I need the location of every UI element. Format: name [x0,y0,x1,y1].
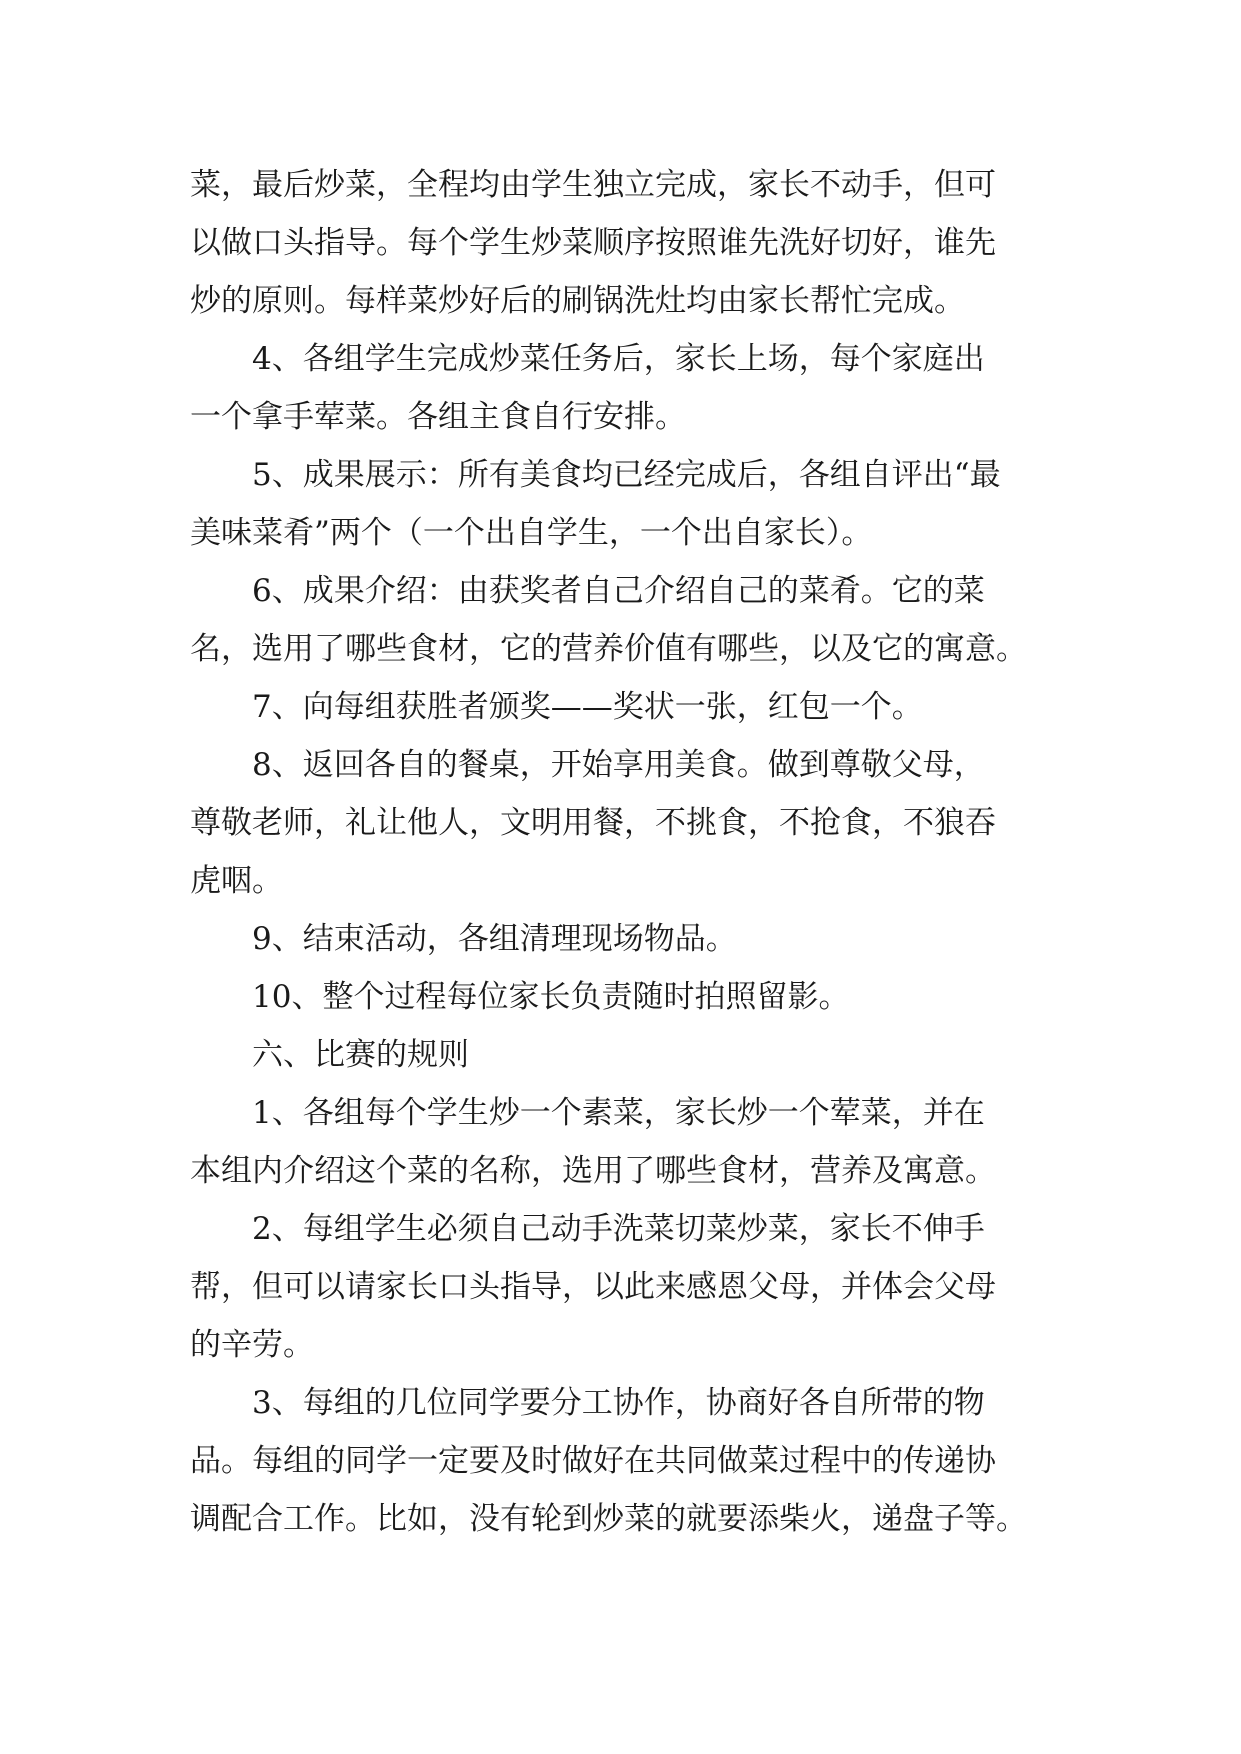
document-body [190,156,1050,1548]
text-line: 1、各组每个学生炒一个素菜，家长炒一个荤菜，并在 [190,1095,985,1131]
text-line: 6、成果介绍：由获奖者自己介绍自己的菜肴。它的菜 [190,573,985,609]
text-line: 虎咽。 [190,863,283,899]
text-line: 品。每组的同学一定要及时做好在共同做菜过程中的传递协 [190,1443,996,1479]
text-line: 的辛劳。 [190,1327,314,1363]
text-line: 以做口头指导。每个学生炒菜顺序按照谁先洗好切好，谁先 [190,225,996,261]
text-line: 美味菜肴”两个（一个出自学生，一个出自家长）。 [190,515,873,551]
text-line: 尊敬老师，礼让他人，文明用餐，不挑食，不抢食，不狼吞 [190,805,996,841]
text-line: 炒的原则。每样菜炒好后的刷锅洗灶均由家长帮忙完成。 [190,283,965,319]
text-line: 9、结束活动，各组清理现场物品。 [190,921,737,957]
section-heading: 六、比赛的规则 [190,1037,469,1073]
text-line: 8、返回各自的餐桌，开始享用美食。做到尊敬父母， [190,747,985,783]
text-line: 调配合工作。比如，没有轮到炒菜的就要添柴火，递盘子等。 [190,1501,1027,1537]
text-line: 菜，最后炒菜，全程均由学生独立完成，家长不动手，但可 [190,167,996,203]
text-line: 3、每组的几位同学要分工协作，协商好各自所带的物 [190,1385,985,1421]
text-line: 名，选用了哪些食材，它的营养价值有哪些，以及它的寓意。 [190,631,1027,667]
text-line: 7、向每组获胜者颁奖——奖状一张，红包一个。 [190,689,923,725]
text-line: 10、整个过程每位家长负责随时拍照留影。 [190,979,850,1015]
text-line: 帮，但可以请家长口头指导，以此来感恩父母，并体会父母 [190,1269,996,1305]
text-line: 2、每组学生必须自己动手洗菜切菜炒菜，家长不伸手 [190,1211,985,1247]
text-line: 本组内介绍这个菜的名称，选用了哪些食材，营养及寓意。 [190,1153,996,1189]
text-line: 5、成果展示：所有美食均已经完成后，各组自评出“最 [190,457,1001,493]
text-line: 4、各组学生完成炒菜任务后，家长上场，每个家庭出 [190,341,985,377]
text-line: 一个拿手荤菜。各组主食自行安排。 [190,399,686,435]
